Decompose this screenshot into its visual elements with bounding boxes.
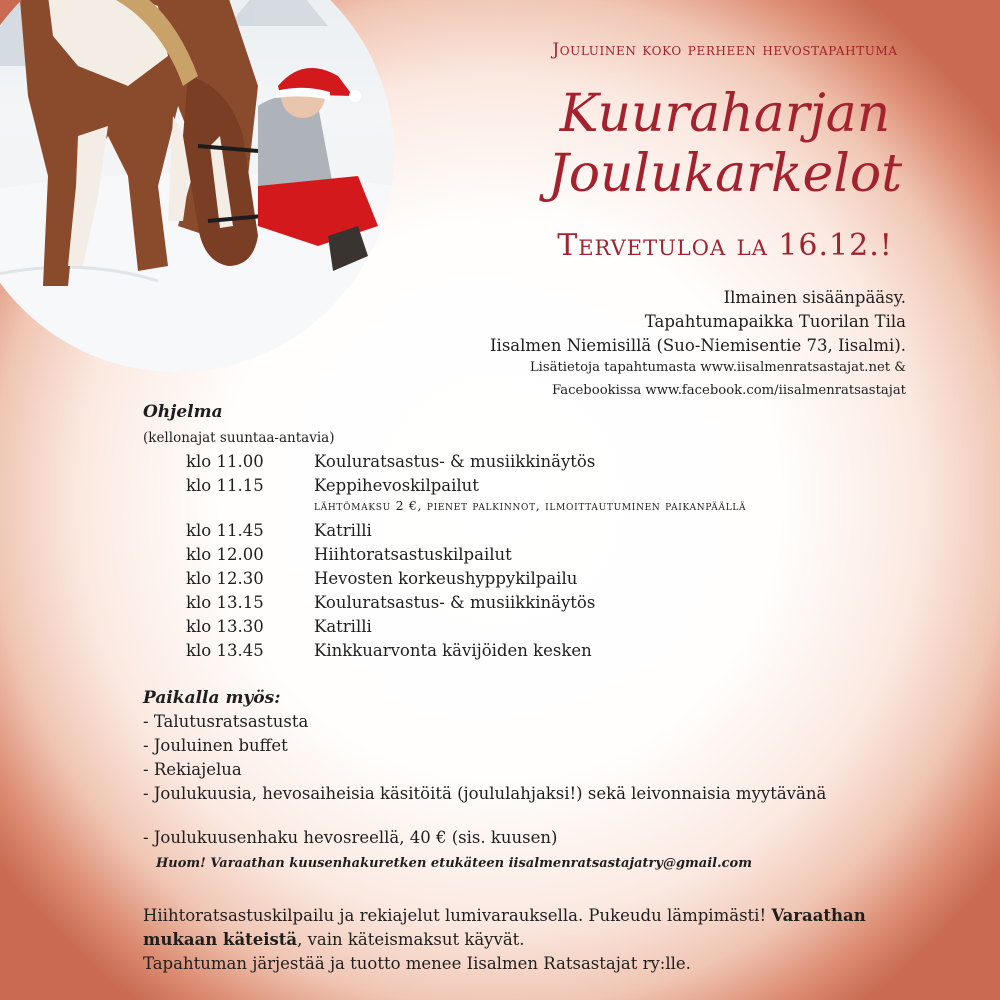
program-sub-note: lähtömaksu 2 €, pienet palkinnot, ilmoittautuminen paikanpäällä — [314, 498, 747, 513]
welcome-date: Tervetuloa la 16.12.! — [557, 228, 893, 263]
info-venue: Tapahtumapaikka Tuorilan Tila — [644, 312, 906, 331]
program-event: Kouluratsastus- & musiikkinäytös — [314, 452, 596, 471]
bottom-text-bold: Varaathan mukaan käteistä — [143, 906, 866, 949]
info-website: Lisätietoja tapahtumasta www.iisalmenratsastajat.net & — [529, 360, 906, 375]
horse-illustration — [0, 0, 394, 372]
also-item: - Joulukuusenhaku hevosreellä, 40 € (sis. kuusen) — [143, 828, 558, 847]
program-event: Hevosten korkeushyppykilpailu — [314, 569, 578, 588]
bottom-organizer: Tapahtuman järjestää ja tuotto menee Iisalmen Ratsastajat ry:lle. — [143, 954, 691, 973]
program-event: Keppihevoskilpailut — [314, 476, 479, 495]
also-item: - Jouluinen buffet — [143, 736, 288, 755]
program-event: Katrilli — [314, 521, 372, 540]
program-time: klo 11.45 — [186, 521, 264, 540]
program-time: klo 11.00 — [186, 452, 264, 471]
program-event: Hiihtoratsastuskilpailut — [314, 545, 512, 564]
program-time: klo 12.00 — [186, 545, 264, 564]
event-kicker: Jouluinen koko perheen hevostapahtuma — [552, 40, 898, 60]
program-note: (kellonajat suuntaa-antavia) — [143, 430, 335, 446]
event-title-line2: Joulukarkelot — [547, 144, 903, 204]
event-title-line1: Kuuraharjan — [559, 84, 891, 144]
also-item: - Joulukuusia, hevosaiheisia käsitöitä (joululahjaksi!) sekä leivonnaisia myytävänä — [143, 784, 827, 803]
info-address: Iisalmen Niemisillä (Suo-Niemisentie 73, Iisalmi). — [490, 336, 906, 355]
horse-photo — [0, 0, 394, 372]
program-time: klo 13.45 — [186, 641, 264, 660]
program-event: Kouluratsastus- & musiikkinäytös — [314, 593, 596, 612]
tree-booking-note: Huom! Varaathan kuusenhakuretken etukäteen iisalmenratsastajatry@gmail.com — [156, 856, 752, 871]
program-time: klo 11.15 — [186, 476, 264, 495]
program-event: Kinkkuarvonta kävijöiden kesken — [314, 641, 592, 660]
bottom-info — [143, 904, 933, 976]
program-time: klo 12.30 — [186, 569, 264, 588]
program-event: Katrilli — [314, 617, 372, 636]
program-time: klo 13.15 — [186, 593, 264, 612]
info-free-entry: Ilmainen sisäänpääsy. — [723, 288, 906, 307]
bottom-text-end: , vain käteismaksut käyvät. — [297, 930, 525, 949]
info-facebook: Facebookissa www.facebook.com/iisalmenratsastajat — [552, 383, 906, 398]
program-time: klo 13.30 — [186, 617, 264, 636]
also-item: - Rekiajelua — [143, 760, 242, 779]
program-title: Ohjelma — [143, 402, 223, 422]
also-title: Paikalla myös: — [143, 688, 281, 708]
bottom-text-start: Hiihtoratsastuskilpailu ja rekiajelut lumivarauksella. Pukeudu lämpimästi! — [143, 906, 772, 925]
also-item: - Talutusratsastusta — [143, 712, 309, 731]
